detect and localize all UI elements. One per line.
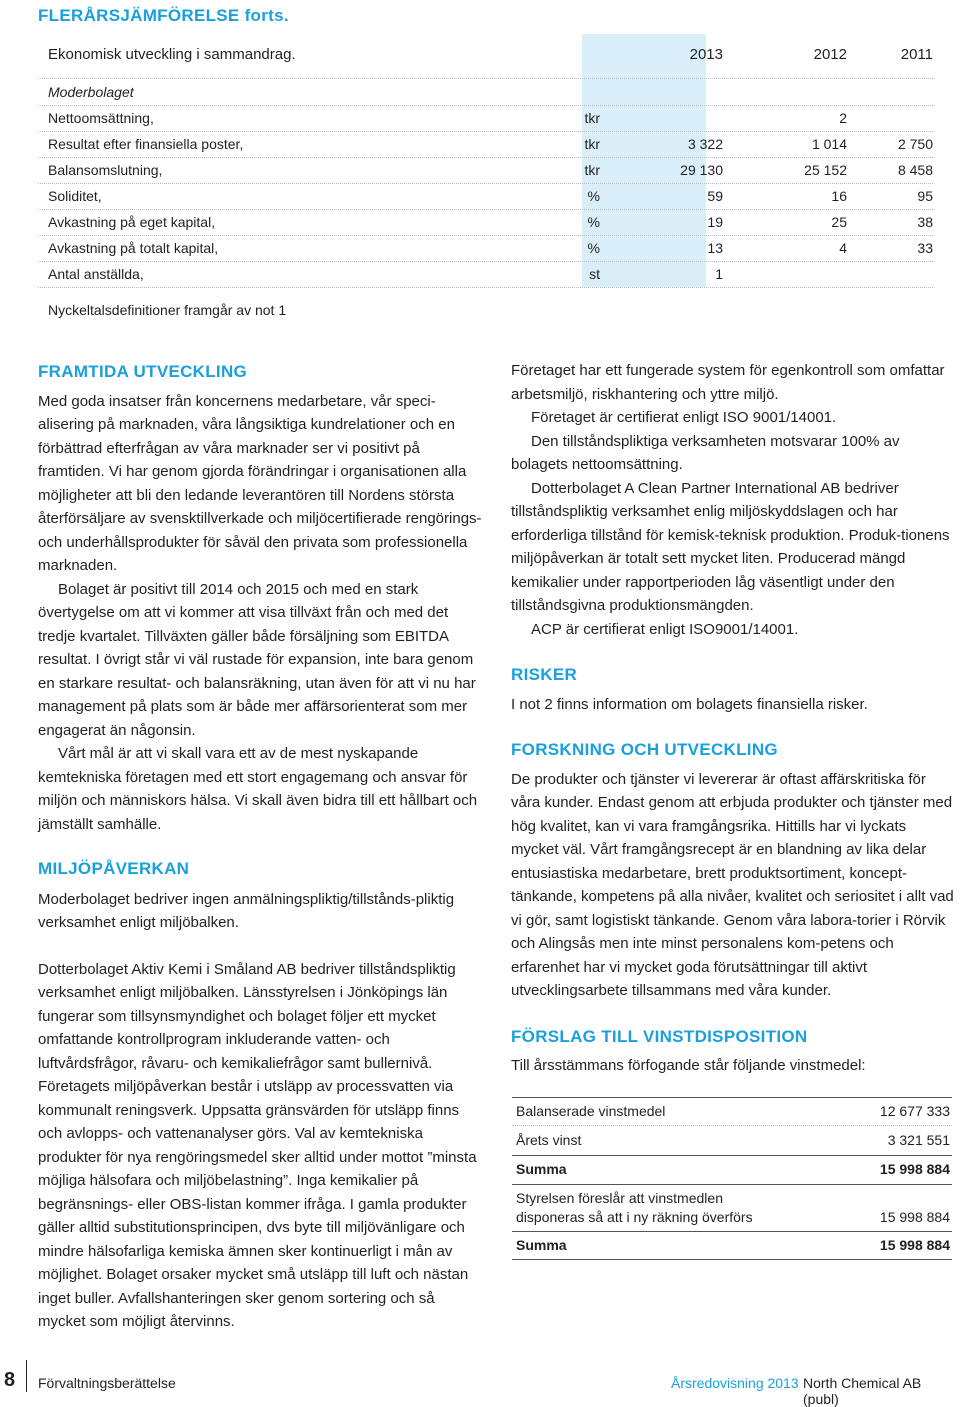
heading-risker: RISKER: [511, 665, 578, 684]
row-unit: tkr: [584, 136, 600, 152]
row-value-2013: 29 130: [680, 162, 723, 178]
row-label: Nettoomsättning,: [48, 110, 154, 126]
divider: [38, 287, 933, 288]
table-section-row: [38, 80, 933, 105]
row-value-2012: 16: [831, 188, 847, 204]
vinst-label: Balanserade vinstmedel: [516, 1103, 666, 1119]
divider: [512, 1125, 952, 1126]
row-label: Soliditet,: [48, 188, 102, 204]
row-label: Avkastning på totalt kapital,: [48, 240, 219, 256]
row-value-2012: 1 014: [811, 136, 847, 152]
row-label: Resultat efter finansiella poster,: [48, 136, 244, 152]
row-unit: %: [587, 214, 600, 230]
vinst-value: 15 998 884: [879, 1237, 950, 1253]
row-label: Balansomslutning,: [48, 162, 163, 178]
row-value-2011: 33: [917, 240, 933, 256]
divider: [512, 1184, 952, 1185]
row-value-2011: 95: [917, 188, 933, 204]
table-row: [38, 132, 933, 157]
divider: [512, 1097, 952, 1098]
vinst-label: Summa: [516, 1161, 567, 1177]
paragraph: Till årsstämmans förfogande står följande vinstmedel:: [511, 1057, 866, 1074]
row-value-2011: 38: [917, 214, 933, 230]
paragraph: Vårt mål är att vi skall vara ett av de mest nyskapande kemtekniska företagen med ett stort engagemang och ansvar för miljön och människors hälsa. Vi skall även bidra till ett hållbart och jämställt samhälle.: [38, 745, 478, 833]
row-label: Antal anställda,: [48, 266, 144, 282]
divider: [38, 78, 933, 79]
vinst-label: Årets vinst: [516, 1132, 582, 1148]
heading-miljopaverkan: MILJÖPÅVERKAN: [38, 859, 190, 878]
row-unit: %: [587, 188, 600, 204]
table-row: [38, 106, 933, 131]
footer-section: Förvaltningsberättelse: [38, 1375, 176, 1391]
table-row: [38, 236, 933, 261]
paragraph: Dotterbolaget Aktiv Kemi i Småland AB bedriver tillståndspliktig verksamhet enligt miljöbalken. Länsstyrelsen i Jönköpings län fungerar som tillsynsmyndighet och bolaget följer ett mycket omfattande kontrollprogram inkluderande vatten- och luftvårdsfrågor, råvaru- och kemikaliefrågor samt bullernivå. Företagets miljöpåverkan består i utsläpp av processvatten via kommunalt reningsverk. Uppsatta gränsvärden för utsläpp finns och avlopps- och vattenanalyser görs. Val av kemtekniska produkter för nya rengöringsmedel sker alltid under mottot ”minsta möjliga hälsofara och miljöbelastning”. Inga kemikalier på begränsnings- eller OBS-listan kommer ifråga. I gamla produkter gäller alltid substitutionsprincipen, dvs byte till miljövänligare och mindre hälsofarliga kemiska ämnen sker kontinuerligt i mån av möjlighet. Bolaget orsaker mycket små utsläpp till luft och nästan inget buller. Avfallshanteringen sker genom sortering och så mycket som möjligt återvinns.: [38, 960, 477, 1330]
paragraph: Bolaget är positivt till 2014 och 2015 och med en stark övertygelse om att vi kommer att visa tillväxt från och med det tredje kvartalet. Tillväxten gäller både försäljning som EBITDA resultat. I övrigt står vi väl rustade för expansion, inte bara genom en starkare resultat- och balansräkning, utan även för att vi nu har management på plats som är både mer affärsorienterat som mer engagerat än någonsin.: [38, 580, 476, 739]
table-row: [38, 262, 933, 287]
table-row: [38, 184, 933, 209]
page-title: FLERÅRSJÄMFÖRELSE forts.: [38, 6, 289, 25]
divider: [512, 1259, 952, 1260]
section-label: Moderbolaget: [48, 84, 134, 100]
row-value-2012: 4: [839, 240, 847, 256]
row-value-2013: 59: [707, 188, 723, 204]
right-column: [511, 359, 955, 1078]
row-unit: tkr: [584, 162, 600, 178]
paragraph: Dotterbolaget A Clean Partner International AB bedriver tillståndspliktig verksamhet enlig miljöskyddslagen och har erforderliga tillstånd för kemisk-teknisk produktion. Produk-tionens miljöpåverkan är totalt sett mycket liten. Producerad mängd kemikalier under rapportperioden låg väsentligt under den tillståndsgivna produktionsmängden.: [511, 479, 950, 614]
paragraph: I not 2 finns information om bolagets finansiella risker.: [511, 695, 868, 713]
table-row: [38, 158, 933, 183]
row-unit: tkr: [584, 110, 600, 126]
row-value-2012: 2: [839, 110, 847, 126]
paragraph: De produkter och tjänster vi levererar är oftast affärskritiska för våra kunder. Endast genom att erbjuda produkter och tjänster med hög kvalitet, kan vi vara framgångsrika. Hittills har vi lyckats mycket väl. Vårt framgångsrecept är en blandning av lika delar entusiastiska medarbetare, brett produktsortiment, koncept-tänkande, kompetens på alla nivåer, kvalitet och seriositet i allt vad vi gör, samt logistiskt tänkande. Genom våra labora-torier i Rörvik och Alingsås men inte minst personalens kom-petens och erfarenhet har vi mycket goda förutsättningar till aktivt utvecklingsarbete tillsammans med våra kunder.: [511, 770, 954, 999]
row-value-2011: 2 750: [897, 136, 933, 152]
year-2012: 2012: [813, 46, 847, 63]
table-caption: Ekonomisk utveckling i sammandrag.: [48, 46, 296, 63]
row-value-2013: 13: [707, 240, 723, 256]
vinst-value: 15 998 884: [879, 1161, 950, 1177]
footer-company: North Chemical AB (publ): [803, 1375, 922, 1407]
footer-report: Årsredovisning 2013: [671, 1375, 799, 1391]
vinst-value: 12 677 333: [879, 1103, 950, 1119]
table-header-row: [38, 42, 933, 68]
vinst-label: disponeras så att i ny räkning överförs: [516, 1209, 753, 1225]
heading-forslag: FÖRSLAG TILL VINSTDISPOSITION: [511, 1026, 808, 1046]
vinst-label: Styrelsen föreslår att vinstmedlen: [516, 1190, 723, 1206]
paragraph: Företaget har ett fungerade system för egenkontroll som omfattar arbetsmiljö, riskhantering och yttre miljö.: [511, 362, 945, 403]
row-value-2012: 25 152: [804, 162, 847, 178]
paragraph: Den tillståndspliktiga verksamheten motsvarar 100% av bolagets nettoomsättning.: [511, 432, 900, 473]
heading-framtida: FRAMTIDA UTVECKLING: [38, 362, 248, 381]
table-row: [38, 210, 933, 235]
row-value-2013: 19: [707, 214, 723, 230]
year-2013: 2013: [689, 46, 723, 63]
footer-divider: [26, 1360, 27, 1392]
paragraph: ACP är certifierat enligt ISO9001/14001.: [531, 620, 799, 638]
paragraph: Företaget är certifierat enligt ISO 9001/14001.: [531, 409, 837, 426]
vinst-value: 3 321 551: [887, 1132, 950, 1148]
row-label: Avkastning på eget kapital,: [48, 214, 216, 230]
heading-forskning: FORSKNING OCH UTVECKLING: [511, 740, 778, 759]
row-value-2013: 1: [715, 266, 723, 282]
row-value-2013: 3 322: [687, 136, 723, 152]
row-value-2012: 25: [831, 214, 847, 230]
table-note: Nyckeltalsdefinitioner framgår av not 1: [48, 302, 287, 318]
year-2011: 2011: [900, 46, 933, 63]
row-unit: st: [589, 266, 600, 282]
row-unit: %: [587, 240, 600, 256]
vinst-label: Summa: [516, 1237, 567, 1253]
divider: [512, 1231, 952, 1232]
vinst-value: 15 998 884: [879, 1209, 950, 1225]
paragraph: Moderbolaget bedriver ingen anmälningspliktig/tillstånds-pliktig verksamhet enligt miljöbalken.: [38, 890, 455, 931]
left-column: [38, 360, 483, 1334]
paragraph: Med goda insatser från koncernens medarbetare, vår speci-alisering på marknaden, våra långsiktiga kundrelationer och en förbättrad efterfrågan av våra marknader ser vi positivt på framtiden. Vi har genom gjorda förändringar i organisationen alla möjligheter att bli den ledande leverantören till Nordens största återförsäljare av svensktillverkade och miljöcertifierade rengörings- och underhållsprodukter för såväl den privata som professionella marknaden.: [38, 392, 482, 574]
row-value-2011: 8 458: [897, 162, 933, 178]
divider: [512, 1155, 952, 1156]
page-number: 8: [4, 1369, 16, 1391]
